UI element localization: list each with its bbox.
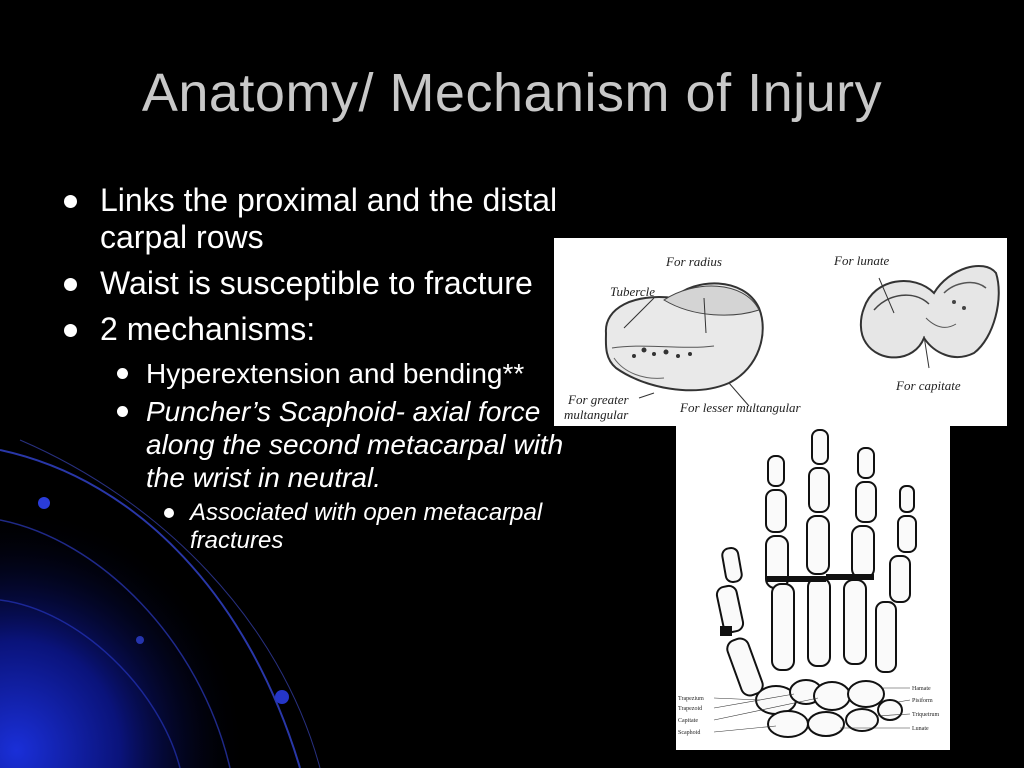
- label-for-radius: For radius: [666, 254, 722, 269]
- label-pisiform: Pisiform: [912, 698, 933, 704]
- label-lunate: Lunate: [912, 726, 929, 732]
- label-for-lesser: For lesser multangular: [680, 400, 801, 415]
- label-for-lunate: For lunate: [834, 253, 890, 268]
- scaphoid-illustration: [554, 238, 1007, 426]
- sub-bullet-text: Puncher’s Scaphoid- axial force along the second metacarpal with the wrist in neutral.: [146, 396, 564, 493]
- hand-bones-illustration: [676, 426, 950, 750]
- label-trapezoid: Trapezoid: [678, 706, 703, 712]
- bullet-item: [58, 182, 578, 256]
- sub-sub-bullet-item: [58, 499, 578, 555]
- bullet-text: Links the proximal and the distal carpal rows: [100, 182, 558, 255]
- bullet-icon: [64, 195, 77, 208]
- bullet-icon: [64, 278, 77, 291]
- slide-title: Anatomy/ Mechanism of Injury: [141, 63, 883, 123]
- label-scaphoid: Scaphoid: [678, 730, 701, 736]
- label-triquetrum: Triquetrum: [912, 712, 940, 718]
- bullet-icon: [64, 324, 77, 337]
- label-hamate: Hamate: [912, 686, 931, 692]
- bullet-text: 2 mechanisms:: [100, 311, 316, 347]
- bullet-text: Waist is susceptible to fracture: [100, 265, 533, 301]
- bullet-icon: [117, 406, 128, 417]
- sub-bullet-text: Hyperextension and bending**: [146, 358, 525, 389]
- sub-sub-bullet-text: Associated with open metacarpal fractures: [190, 499, 543, 554]
- bullet-icon: [164, 508, 174, 518]
- sub-bullet-item: [58, 395, 578, 494]
- label-tubercle: Tubercle: [610, 284, 656, 299]
- hand-bones: [715, 430, 916, 737]
- bullet-item: [58, 311, 578, 348]
- bullet-icon: [117, 368, 128, 379]
- label-for-capitate: For capitate: [896, 378, 961, 393]
- sub-bullet-item: [58, 357, 578, 390]
- bullet-list: [58, 182, 578, 555]
- scaphoid-bone-left: [606, 283, 763, 406]
- bullet-item: [58, 265, 578, 302]
- label-multangular: multangular: [564, 407, 629, 422]
- label-for-greater: For greater: [568, 392, 629, 407]
- label-capitate: Capitate: [678, 718, 698, 724]
- label-trapezium: Trapezium: [678, 696, 704, 702]
- scaphoid-bone-right: [861, 266, 999, 368]
